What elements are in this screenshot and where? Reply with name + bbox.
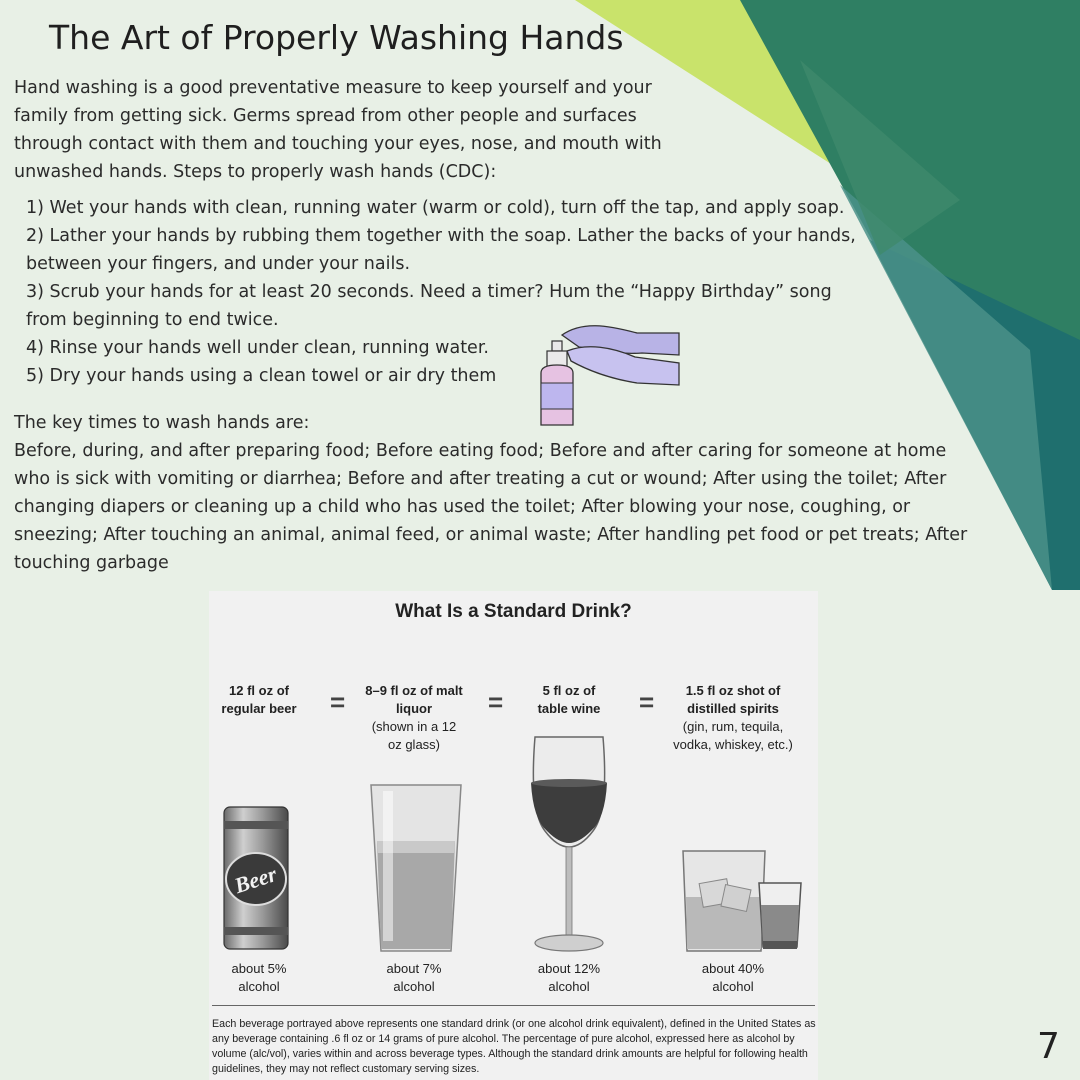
equals-sign-1: = (330, 687, 346, 717)
beer-can-image (221, 803, 291, 953)
step-5: 5) Dry your hands using a clean towel or air dry them (26, 366, 497, 386)
beer-pct-word: alcohol (238, 979, 280, 994)
malt-pct-word: alcohol (393, 979, 435, 994)
beer-pct-value: about 5% (231, 961, 287, 976)
beer-can-label: Beer (231, 861, 280, 899)
beer-head: 12 fl oz of regular beer (221, 683, 297, 716)
malt-liquor-glass-image (367, 781, 465, 956)
equals-sign-2: = (488, 687, 504, 717)
wine-label (529, 682, 609, 718)
beer-label (209, 682, 309, 718)
wine-glass-image (527, 731, 611, 956)
spirits-sub: (gin, rum, tequila, vodka, whiskey, etc.) (673, 719, 793, 752)
wine-percent (524, 960, 614, 996)
spirits-pct-word: alcohol (712, 979, 754, 994)
infographic-title: What Is a Standard Drink? (395, 601, 632, 622)
steps-list (26, 194, 856, 390)
wine-pct-word: alcohol (548, 979, 590, 994)
wine-pct-value: about 12% (537, 961, 601, 976)
malt-label (364, 682, 464, 754)
spirits-pct-value: about 40% (701, 961, 765, 976)
key-times-paragraph: Before, during, and after preparing food; Before eating food; Before and after caring for someone at home who is sick with vomiting or diarrhea; Before and after treating a cut or wound; After using the toilet; After changing diapers or cleaning up a child who has used the toilet; After blowing your nose, coughing, or sneezing; After touching an animal, animal feed, or animal waste; After handling pet food or pet treats; After touching garbage (14, 441, 968, 573)
infographic-footnote: Each beverage portrayed above represents one standard drink (or one alcohol drink equivalent), defined in the United States as any beverage containing .6 fl oz or 14 grams of pure alcohol. The percentage of pure alcohol, expressed here as alcohol by volume (alc/vol), varies within and across beverage types. Although the standard drink amounts are helpful for following health guidelines, they may not reflect customary serving sizes. (212, 1018, 816, 1075)
spirits-label (671, 682, 795, 754)
spirits-head: 1.5 fl oz shot of distilled spirits (685, 683, 781, 716)
divider (212, 1005, 815, 1006)
step-2: 2) Lather your hands by rubbing them together with the soap. Lather the backs of your hands, between your fingers, and under your nails. (26, 226, 856, 274)
malt-percent (369, 960, 459, 996)
step-4: 4) Rinse your hands well under clean, running water. (26, 338, 489, 358)
standard-drink-infographic (209, 591, 818, 1080)
page-number: 7 (1037, 1026, 1060, 1067)
wine-head: 5 fl oz of table wine (537, 683, 601, 716)
equals-sign-3: = (639, 687, 655, 717)
soap-dispenser-hands-illustration (527, 313, 680, 428)
step-3: 3) Scrub your hands for at least 20 seconds. Need a timer? Hum the “Happy Birthday” song from beginning to end twice. (26, 282, 832, 330)
spirits-percent (688, 960, 778, 996)
key-times-heading: The key times to wash hands are: (14, 413, 310, 433)
step-1: 1) Wet your hands with clean, running water (warm or cold), turn off the tap, and apply soap. (26, 198, 845, 218)
malt-sub: (shown in a 12 oz glass) (371, 719, 457, 752)
page-title: The Art of Properly Washing Hands (49, 18, 624, 57)
spirits-glasses-image (679, 847, 809, 957)
malt-pct-value: about 7% (386, 961, 442, 976)
malt-head: 8–9 fl oz of malt liquor (365, 683, 463, 716)
beer-percent (214, 960, 304, 996)
intro-paragraph: Hand washing is a good preventative measure to keep yourself and your family from getting sick. Germs spread from other people and surfaces through contact with them and touching your eyes, nose, and mouth with unwashed hands. Steps to properly wash hands (CDC): (14, 78, 662, 182)
